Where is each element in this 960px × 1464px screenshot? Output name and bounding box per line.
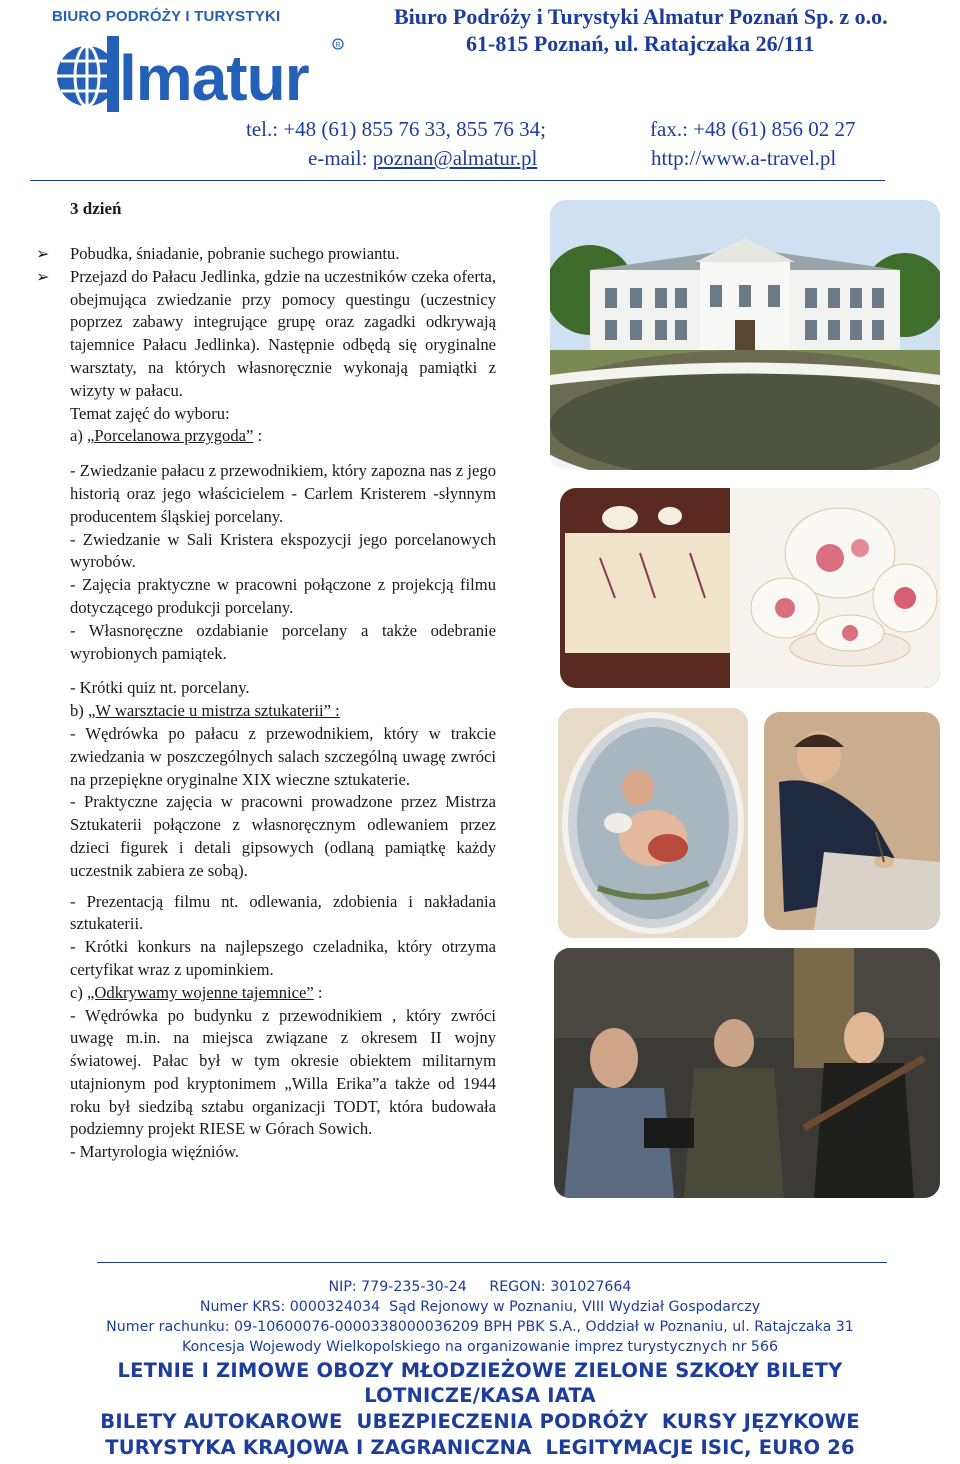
company-address: 61-815 Poznań, ul. Ratajczaka 26/111	[466, 31, 815, 56]
email-row	[308, 146, 537, 171]
footer-divider	[97, 1262, 887, 1263]
footer-nip-regon: NIP: 779-235-30-24 REGON: 301027664	[328, 1279, 632, 1295]
footer-offer-line: TURYSTYKA KRAJOWA I ZAGRANICZNA LEGITYMACJE ISIC, EURO 26	[105, 1436, 855, 1459]
program-description	[36, 243, 496, 1164]
almatur-logo	[55, 28, 355, 118]
footer-license: Koncesja Wojewody Wielkopolskiego na organizowanie imprez turystycznych nr 566	[181, 1339, 779, 1355]
paragraph: - Prezentacją filmu nt. odlewania, zdobienia i nakładania sztukaterii.	[70, 891, 496, 934]
svg-text:R: R	[335, 42, 341, 49]
paragraph: - Zwiedzanie w Sali Kristera ekspozycji jego porcelanowych wyrobów.	[70, 529, 496, 572]
list-item: ➢ Pobudka, śniadanie, pobranie suchego prowiantu.	[70, 243, 496, 266]
arrow-bullet-icon: ➢	[36, 244, 50, 263]
arrow-bullet-icon: ➢	[36, 266, 50, 286]
fax-number: fax.: +48 (61) 856 02 27	[650, 117, 856, 141]
paragraph: - Wędrówka po budynku z przewodnikiem , który zwróci uwagę m.in. na miejsca związane z okresem II wojny światowej. Pałac był w tym okresie obiektem militarnym utajnionym pod kryptonimem „Willa Erika”a także od 1944 roku był siedzibą sztabu organizacji TODT, która budowała podziemny projekt RIESE w Górach Sowich.	[70, 1005, 496, 1139]
porcelain-photo	[560, 488, 940, 688]
option-b-heading: b) „W warsztacie u mistrza sztukaterii” :	[70, 701, 340, 721]
paragraph: - Krótki quiz nt. porcelany.	[70, 678, 250, 698]
paragraph: - Krótki konkurs na najlepszego czeladnika, który otrzyma certyfikat wraz z upominkiem.	[70, 937, 496, 979]
medallion-photo	[558, 708, 748, 938]
footer-account: Numer rachunku: 09-10600076-0000338000036209 BPH PBK S.A., Oddział w Poznaniu, ul. Ratajczaka 31	[106, 1319, 854, 1335]
website-link[interactable]: http://www.a-travel.pl	[651, 146, 837, 170]
paragraph: - Wędrówka po pałacu z przewodnikiem, który w trakcie zwiedzania w poszczególnych salach szczególną uwagę zwróci na przepiękne oryginalne XIX wieczne sztukaterie.	[70, 723, 496, 789]
email-label: e-mail:	[308, 146, 373, 170]
paragraph: - Zwiedzanie pałacu z przewodnikiem, który zapozna nas z jego historią oraz jego właścicielem - Carlem Kristerem -słynnym producentem śląskiej porcelany.	[70, 461, 496, 526]
footer-offer-line: BILETY AUTOKAROWE UBEZPIECZENIA PODRÓŻY KURSY JĘZYKOWE	[100, 1410, 860, 1433]
paragraph: - Martyrologia więźniów.	[70, 1142, 239, 1162]
palace-photo	[550, 200, 940, 470]
logo-tagline: BIURO PODRÓŻY I TURYSTYKI	[52, 8, 281, 25]
day-title: 3 dzień	[70, 199, 122, 218]
topic-intro: Temat zajęć do wyboru:	[70, 403, 230, 423]
globe-icon	[57, 36, 119, 112]
paragraph: - Zajęcia praktyczne w pracowni połączone z projekcją filmu dotyczącego produkcji porcelany.	[70, 575, 496, 617]
header-divider	[30, 180, 885, 181]
list-item: ➢ Przejazd do Pałacu Jedlinka, gdzie na uczestników czeka oferta, obejmująca zwiedzanie przy pomocy questingu (uczestnicy poprzez zabawy integrujące grupę oraz zagadki odkrywają tajemnice Pałacu Jedlinka). Następnie odbędą się oryginalne warsztaty, na których własnoręcznie wykonają pamiątki z wizyty w pałacu.	[36, 266, 496, 400]
museum-photo	[554, 948, 940, 1198]
option-c-heading: c) „Odkrywamy wojenne tajemnice” :	[70, 982, 323, 1002]
footer-offer-line: LETNIE I ZIMOWE OBOZY MŁODZIEŻOWE ZIELONE SZKOŁY BILETY	[117, 1359, 843, 1382]
company-name: Biuro Podróży i Turystyki Almatur Poznań Sp. z o.o.	[394, 4, 888, 29]
svg-text:lmatur: lmatur	[119, 42, 309, 114]
option-a-heading: a) „Porcelanowa przygoda” :	[70, 426, 263, 446]
phone-numbers: tel.: +48 (61) 855 76 33, 855 76 34;	[246, 117, 546, 141]
craftsman-photo	[764, 712, 940, 930]
footer-krs: Numer KRS: 0000324034 Sąd Rejonowy w Poznaniu, VIII Wydział Gospodarczy	[199, 1299, 761, 1315]
email-link[interactable]: poznan@almatur.pl	[372, 146, 538, 170]
footer-offer-line: LOTNICZE/KASA IATA	[364, 1384, 596, 1407]
paragraph: - Praktyczne zajęcia w pracowni prowadzone przez Mistrza Sztukaterii połączone z własnoręcznym odlewaniem przez dzieci figurek i detali gipsowych (odlaną pamiątkę każdy uczestnik zabiera ze sobą).	[70, 792, 496, 880]
paragraph: - Własnoręczne ozdabianie porcelany a także odebranie wyrobionych pamiątek.	[70, 620, 496, 663]
